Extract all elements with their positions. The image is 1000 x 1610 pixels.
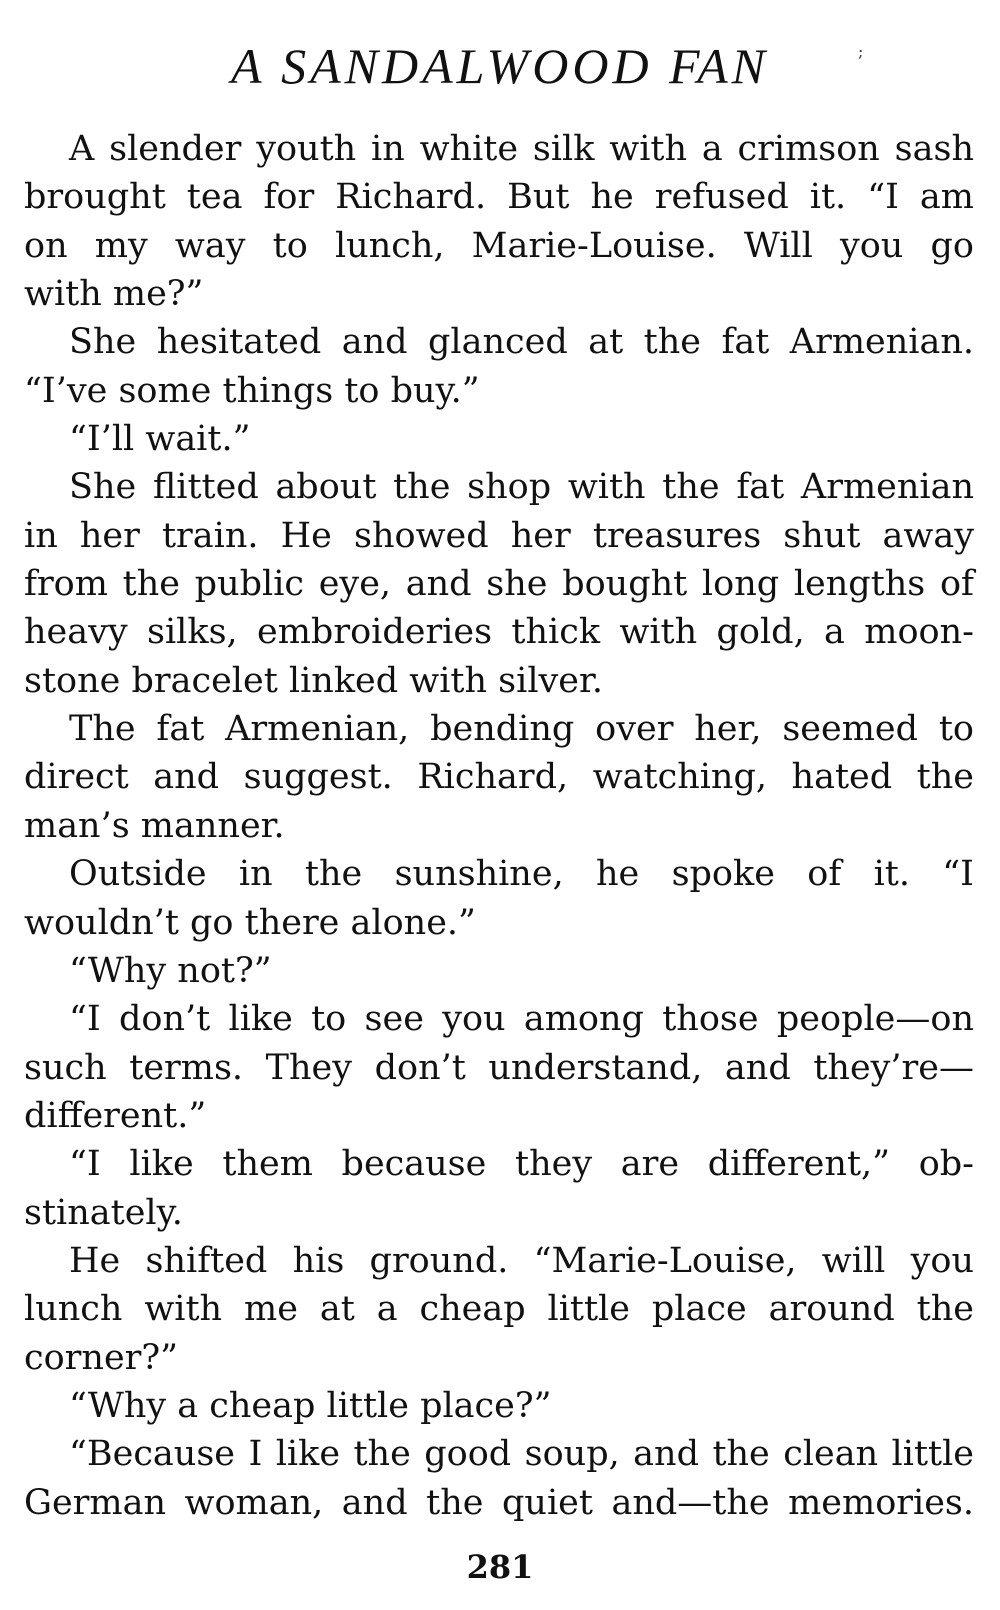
text-line: “Why a cheap little place?”: [69, 1385, 552, 1426]
text-line: brought tea for Richard. But he refused it. “I am: [24, 177, 974, 218]
text-line: man’s manner.: [24, 805, 285, 846]
text-line: lunch with me at a cheap little place around the: [24, 1289, 974, 1330]
text-line: on my way to lunch, Marie-Louise. Will you go: [24, 225, 974, 266]
text-line: stinately.: [24, 1192, 183, 1233]
text-line: direct and suggest. Richard, watching, hated the: [24, 757, 974, 798]
text-line: with me?”: [24, 274, 204, 315]
text-line: corner?”: [24, 1337, 179, 1378]
text-line: “I don’t like to see you among those people—on: [69, 999, 974, 1040]
text-line: German woman, and the quiet and—the memories.: [24, 1482, 974, 1523]
text-line: heavy silks, embroideries thick with gold, a moon-: [24, 612, 974, 653]
text-line: “Why not?”: [69, 950, 272, 991]
text-line: She hesitated and glanced at the fat Armenian.: [69, 322, 974, 363]
text-line: “I’ve some things to buy.”: [24, 370, 480, 411]
running-head: A SANDALWOOD FAN: [230, 38, 770, 94]
text-line: A slender youth in white silk with a crimson sash: [69, 129, 974, 169]
text-line: “I like them because they are different,” ob-: [69, 1144, 974, 1185]
text-line: in her train. He showed her treasures shut away: [24, 515, 974, 556]
page-number: 281: [466, 1548, 534, 1586]
text-line: stone bracelet linked with silver.: [24, 660, 604, 701]
text-line: “I’ll wait.”: [69, 419, 251, 460]
text-line: She flitted about the shop with the fat Armenian: [69, 467, 974, 508]
text-line: Outside in the sunshine, he spoke of it. “I: [69, 854, 974, 895]
text-line: such terms. They don’t understand, and they’re—: [24, 1047, 974, 1088]
text-line: The fat Armenian, bending over her, seemed to: [69, 709, 974, 750]
body-text: [24, 125, 974, 1527]
text-line: “Because I like the good soup, and the clean little: [69, 1434, 974, 1475]
text-line: He shifted his ground. “Marie-Louise, will you: [69, 1240, 974, 1281]
printer-mark: ;: [858, 42, 864, 61]
text-line: different.”: [24, 1095, 207, 1136]
text-line: from the public eye, and she bought long lengths of: [24, 564, 974, 605]
text-line: wouldn’t go there alone.”: [24, 902, 476, 943]
